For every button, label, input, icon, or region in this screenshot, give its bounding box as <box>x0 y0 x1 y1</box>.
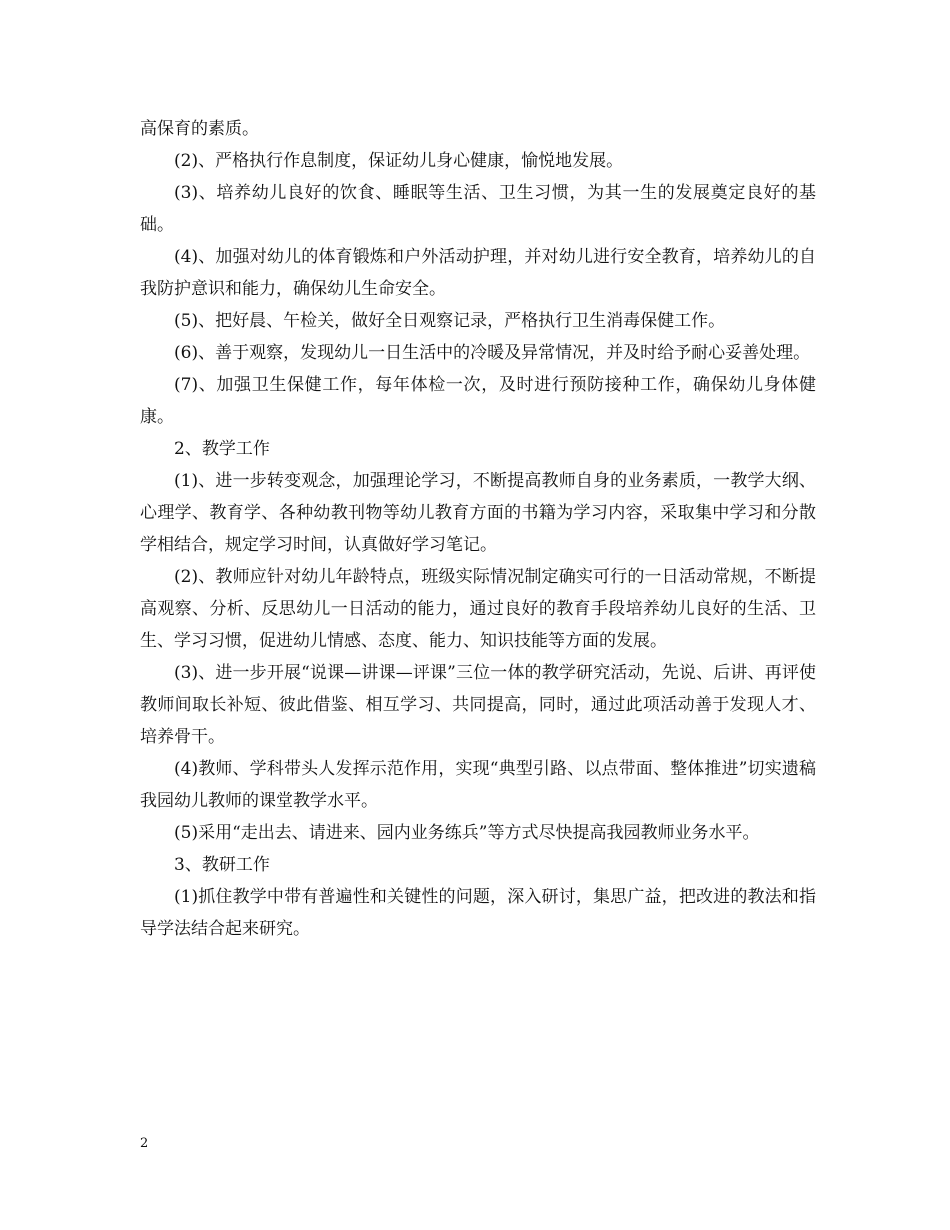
paragraph: (7)、加强卫生保健工作，每年体检一次，及时进行预防接种工作，确保幼儿身体健康。 <box>140 375 816 427</box>
paragraph: (2)、严格执行作息制度，保证幼儿身心健康，愉悦地发展。 <box>174 151 624 171</box>
paragraph: (4)、加强对幼儿的体育锻炼和户外活动护理，并对幼儿进行安全教育，培养幼儿的自我防护意识和能力，确保幼儿生命安全。 <box>140 247 816 299</box>
paragraph: (2)、教师应针对幼儿年龄特点，班级实际情况制定确实可行的一日活动常规，不断提高观察、分析、反思幼儿一日活动的能力，通过良好的教育手段培养幼儿良好的生活、卫生、学习习惯，促进幼儿情感、态度、能力、知识技能等方面的发展。 <box>140 567 816 651</box>
page-number: 2 <box>140 1136 149 1151</box>
paragraph: (6)、善于观察，发现幼儿一日生活中的冷暖及异常情况，并及时给予耐心妥善处理。 <box>174 343 811 363</box>
section-heading: 3、教研工作 <box>174 855 270 875</box>
paragraph: (1)、进一步转变观念，加强理论学习，不断提高教师自身的业务素质，一教学大纲、心理学、教育学、各种幼教刊物等幼儿教育方面的书籍为学习内容，采取集中学习和分散学相结合，规定学习时间，认真做好学习笔记。 <box>140 471 816 555</box>
section-heading: 2、教学工作 <box>174 439 270 459</box>
paragraph: (5)采用“走出去、请进来、园内业务练兵”等方式尽快提高我园教师业务水平。 <box>174 823 760 843</box>
paragraph: 高保育的素质。 <box>140 119 259 139</box>
paragraph: (4)教师、学科带头人发挥示范作用，实现“典型引路、以点带面、整体推进”切实遗稿我园幼儿教师的课堂教学水平。 <box>140 759 816 811</box>
paragraph: (3)、培养幼儿良好的饮食、睡眠等生活、卫生习惯，为其一生的发展奠定良好的基础。 <box>140 183 816 235</box>
paragraph: (3)、进一步开展“说课—讲课—评课”三位一体的教学研究活动，先说、后讲、再评使教师间取长补短、彼此借鉴、相互学习、共同提高，同时，通过此项活动善于发现人才、培养骨干。 <box>140 663 816 747</box>
paragraph: (5)、把好晨、午检关，做好全日观察记录，严格执行卫生消毒保健工作。 <box>174 311 726 331</box>
paragraph: (1)抓住教学中带有普遍性和关键性的问题，深入研讨，集思广益，把改进的教法和指导学法结合起来研究。 <box>140 887 816 939</box>
document-body <box>140 113 816 945</box>
